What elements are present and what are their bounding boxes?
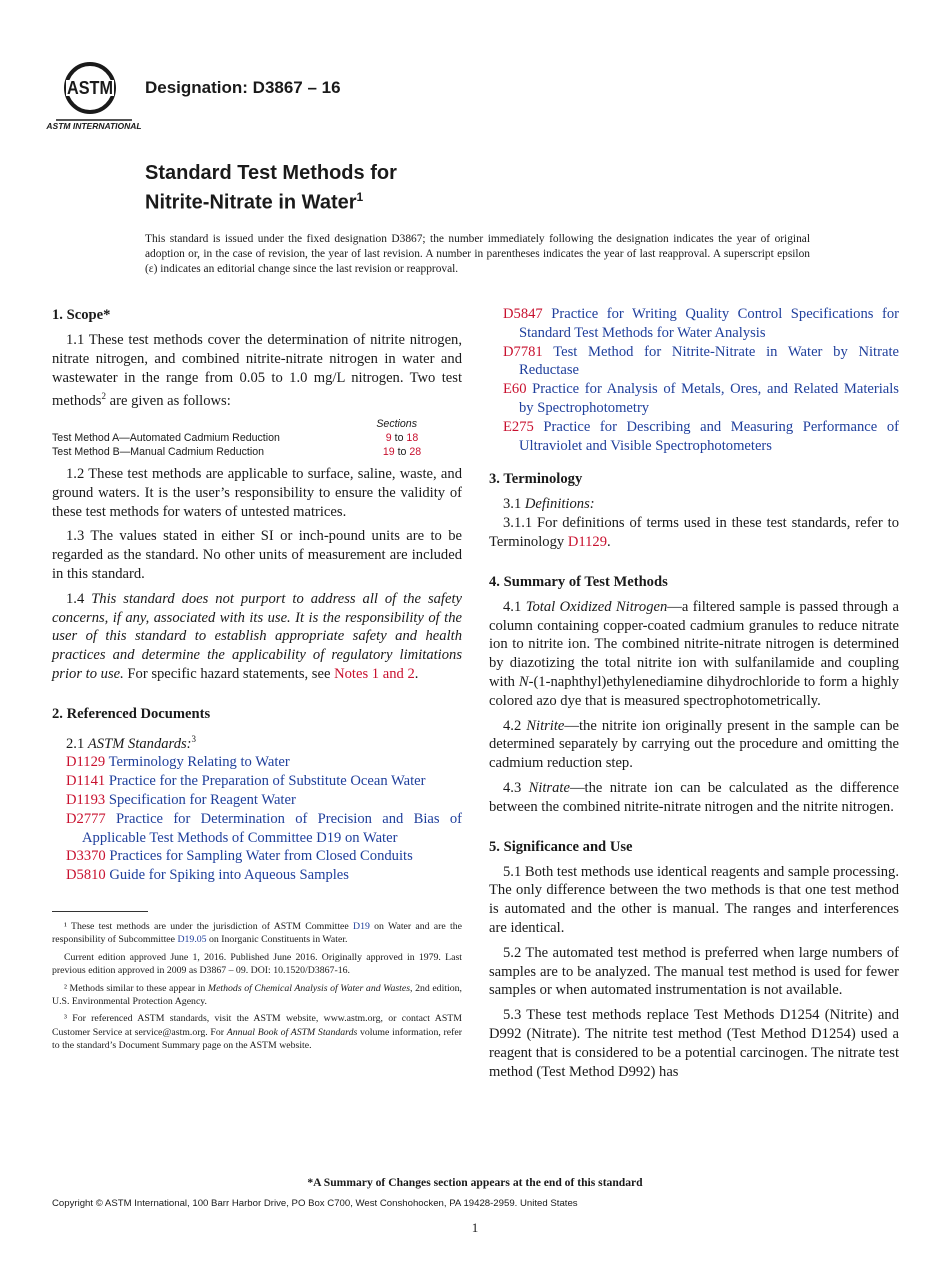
method-name: Test Method A—Automated Cadmium Reduction [52, 432, 280, 445]
reference-item[interactable]: D5810 Guide for Spiking into Aqueous Samples [66, 867, 349, 884]
para-1-2: 1.2 These test methods are applicable to surface, saline, waste, and ground waters. It is the user’s responsibility to ensure the validity of these test methods for waters of untested matrices. [52, 466, 462, 520]
para-4-1: 4.1 Total Oxidized Nitrogen—a filtered sample is passed through a column containing copper-coated cadmium granules to reduce nitrate ion to nitrite ion. The combined nitrite-nitrate nitrogen is determined by diazotizing the total nitrite ion with sulfanilamide and coupling with N-(1-naphthyl)ethylenediamine dihydrochloride to form a highly colored azo dye that is measured spectrophotometrically. [489, 598, 899, 709]
reference-item[interactable]: E275 Practice for Describing and Measuring Performance of Ultraviolet and Visible Spectrophotometers [503, 418, 899, 454]
para-4-2: 4.2 Nitrite—the nitrite ion originally present in the sample can be determined separately by carrying out the procedure and omitting the cadmium reduction step. [489, 717, 899, 772]
reference-item[interactable]: E60 Practice for Analysis of Metals, Ores, and Related Materials by Spectrophotometry [503, 381, 899, 416]
right-column [489, 305, 899, 1087]
astm-logo [46, 58, 142, 132]
table-row: Test Method B—Manual Cadmium Reduction 19 to 28 [52, 446, 422, 459]
footnote-3: ³ For referenced ASTM standards, visit the ASTM website, www.astm.org, or contact ASTM Customer Service at service@astm.org. For Annual Book of ASTM Standards volume information, refer to the standard’s Document Summary page on the ASTM website. [52, 1013, 462, 1052]
sections-header: Sections [376, 418, 417, 431]
para-1-1: 1.1 These test methods cover the determination of nitrite nitrogen, nitrate nitrogen, and combined nitrite-nitrate nitrogen in water and wastewater in the range from 0.05 to 1.0 mg/L nitrogen. Two test methods$^2$ are given as follows: [52, 332, 462, 410]
para-3-1-1: 3.1.1 For definitions of terms used in these test standards, refer to Terminology D1129. [489, 515, 899, 550]
summary-of-changes-note: *A Summary of Changes section appears at the end of this standard [307, 1176, 643, 1189]
footnote-ref-3[interactable]: 3 [191, 733, 197, 744]
footnote-divider [52, 911, 148, 912]
intro-paragraph: This standard is issued under the fixed designation D3867; the number immediately following the designation indicates the year of original adoption or, in the case of revision, the year of last revision. A number in parentheses indicates the year of last reapproval. A superscript epsilon (ε) indicates an editorial change since the last revision or reapproval. [145, 233, 810, 276]
subcommittee-link[interactable]: D19.05 [177, 934, 207, 946]
section-significance-heading: 5. Significance and Use [489, 838, 633, 855]
reference-item[interactable]: D3370 Practices for Sampling Water from Closed Conduits [66, 848, 413, 865]
reference-item[interactable]: D5847 Practice for Writing Quality Control Specifications for Standard Test Methods for Water Analysis [503, 306, 899, 341]
reference-item[interactable]: D1141 Practice for the Preparation of Substitute Ocean Water [66, 773, 426, 790]
para-5-1: 5.1 Both test methods use identical reagents and sample processing. The only difference between the two methods is that one test method is automated and the other is manual. The ranges and interferences are identical. [489, 863, 899, 936]
copyright: Copyright © ASTM International, 100 Barr Harbor Drive, PO Box C700, West Conshohocken, PA 19428-2959. United States [52, 1198, 578, 1209]
footnote-1: ¹ These test methods are under the jurisdiction of ASTM Committee D19 on Water and are the responsibility of Subcommittee D19.05 on Inorganic Constituents in Water. [52, 921, 462, 946]
title-line-2: Nitrite-Nitrate in Water [145, 191, 357, 214]
terminology-link[interactable]: D1129 [567, 533, 608, 550]
title-footnote-mark[interactable]: 1 [356, 190, 364, 204]
section-referenced-heading: 2. Referenced Documents [52, 705, 211, 722]
svg-text:ASTM: ASTM [67, 78, 113, 98]
para-5-2: 5.2 The automated test method is preferred when large numbers of samples are to be analyzed. The manual test method is used for fewer samples or when automated instrumentation is not available. [489, 944, 899, 999]
section-link[interactable]: 19 [382, 446, 395, 459]
reference-item[interactable]: D7781 Test Method for Nitrite-Nitrate in Water by Nitrate Reductase [503, 343, 899, 379]
definitions-label: 3.1 Definitions: [503, 496, 595, 513]
para-4-3: 4.3 Nitrate—the nitrate ion can be calculated as the difference between the combined nitrite-nitrate nitrogen and the nitrite nitrogen. [489, 779, 899, 815]
footnote-2: ² Methods similar to these appear in Methods of Chemical Analysis of Water and Wastes, 2nd edition, U.S. Environmental Protection Agency. [52, 982, 462, 1008]
section-link[interactable]: 9 [385, 432, 392, 445]
method-name: Test Method B—Manual Cadmium Reduction [52, 446, 264, 459]
designation: Designation: D3867 – 16 [145, 78, 341, 97]
reference-item[interactable]: D2777 Practice for Determination of Precision and Bias of Applicable Test Methods of Committee D19 on Water [66, 810, 462, 846]
methods-table [52, 417, 437, 459]
para-5-3: 5.3 These test methods replace Test Methods D1254 (Nitrite) and D992 (Nitrate). The nitrite test method (Test Method D1254) used a reagent that is considered to be a potential carcinogen. The nitrate test method (Test Method D992) has [489, 1007, 899, 1080]
section-summary-heading: 4. Summary of Test Methods [489, 573, 668, 590]
left-column [52, 305, 462, 1057]
table-row: Test Method A—Automated Cadmium Reduction 9 to 18 [52, 432, 419, 445]
reference-item[interactable]: D1193 Specification for Reagent Water [66, 792, 296, 809]
committee-link[interactable]: D19 [353, 921, 370, 933]
footnote-1-edition: Current edition approved June 1, 2016. Published June 2016. Originally approved in 1979. Last previous edition approved in 2009 as D3867 – 09. DOI: 10.1520/D3867-16. [52, 951, 462, 977]
title-line-1: Standard Test Methods for [145, 162, 397, 184]
section-link[interactable]: 28 [409, 446, 422, 459]
astm-standards-label: 2.1 ASTM Standards:$^3$ [66, 733, 197, 752]
section-link[interactable]: 18 [406, 432, 419, 445]
footnote-ref-2[interactable]: 2 [101, 391, 106, 402]
section-scope-heading: 1. Scope* [52, 307, 111, 323]
page-title [145, 161, 397, 215]
notes-link[interactable]: Notes 1 and 2 [334, 666, 415, 683]
section-terminology-heading: 3. Terminology [489, 471, 583, 488]
page-number: 1 [471, 1220, 479, 1235]
reference-item[interactable]: D1129 Terminology Relating to Water [66, 754, 290, 771]
logo-text: ASTM INTERNATIONAL [46, 121, 142, 131]
para-1-3: 1.3 The values stated in either SI or inch-pound units are to be regarded as the standard. No other units of measurement are included in this standard. [52, 528, 462, 583]
para-1-4: 1.4 This standard does not purport to address all of the safety concerns, if any, associated with its use. It is the responsibility of the user of this standard to establish appropriate safety and health practices and determine the applicability of regulatory limitations prior to use. For specific hazard statements, see Notes 1 and 2. [52, 590, 462, 683]
